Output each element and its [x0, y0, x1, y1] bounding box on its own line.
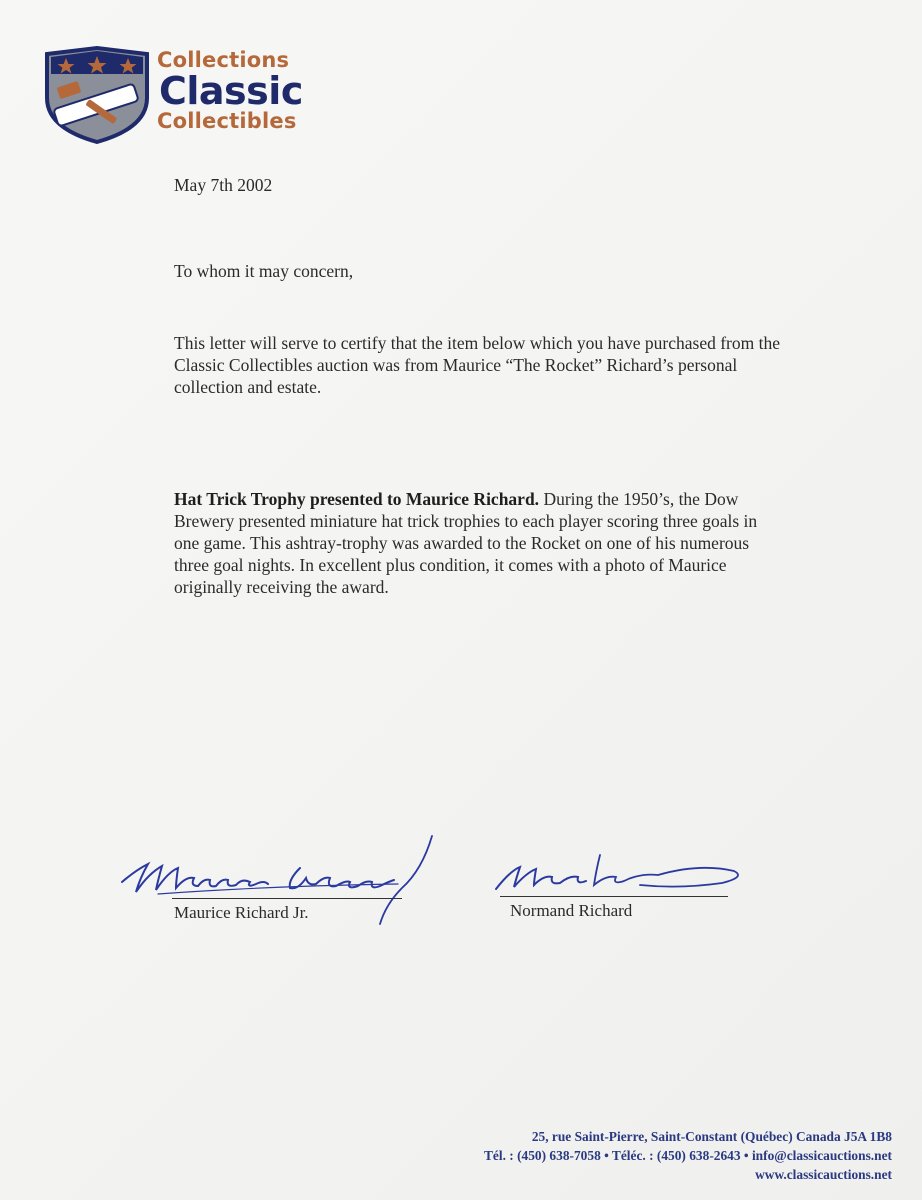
- signature-line-2: [500, 896, 728, 897]
- logo-line-collectibles: Collectibles: [157, 109, 297, 133]
- logo-line-collections: Collections: [157, 48, 290, 72]
- footer-address: 25, rue Saint-Pierre, Saint-Constant (Québec) Canada J5A 1B8: [531, 1129, 892, 1144]
- item-description: During the 1950’s, the Dow Brewery presented miniature hat trick trophies to each player scoring three goals in one game. This ashtray-trophy was awarded to the Rocket on one of his numerous three goal nights. In excellent plus condition, it comes with a photo of Maurice originally receiving the award.: [174, 489, 758, 597]
- letter-salutation: To whom it may concern,: [174, 261, 354, 281]
- footer-contact: Tél. : (450) 638-7058 • Téléc. : (450) 638-2643 • info@classicauctions.net: [483, 1148, 892, 1163]
- shield-badge-icon: [44, 46, 150, 144]
- letter-paragraph-item: [174, 488, 774, 598]
- signer-name-2: Normand Richard: [510, 901, 633, 920]
- signer-name-1: Maurice Richard Jr.: [174, 903, 309, 922]
- signature-line-1: [172, 898, 402, 899]
- footer-website: www.classicauctions.net: [755, 1167, 892, 1182]
- letter-date: May 7th 2002: [174, 175, 273, 195]
- company-logo: [44, 46, 316, 146]
- logo-line-classic: Classic: [159, 69, 303, 113]
- item-title: Hat Trick Trophy presented to Maurice Richard.: [174, 489, 540, 509]
- letter-paragraph-certification: This letter will serve to certify that the item below which you have purchased from the Classic Collectibles auction was from Maurice “The Rocket” Richard’s personal collection and estate.: [174, 333, 780, 397]
- letterhead-footer: [484, 1127, 892, 1184]
